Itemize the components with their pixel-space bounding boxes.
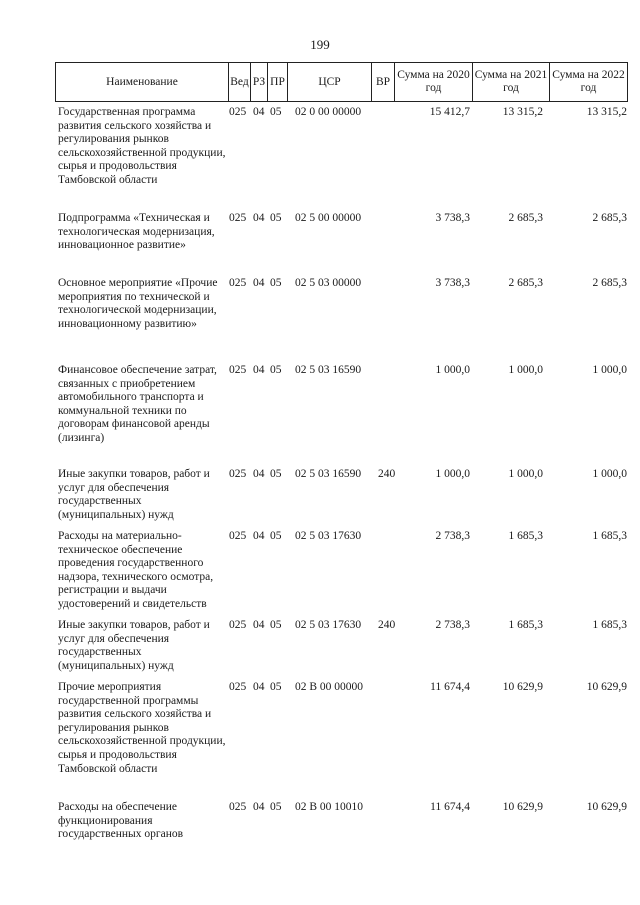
row-sum-2021: 2 685,3 bbox=[508, 212, 543, 224]
row-name: Расходы на материально-техническое обеспечение проведения государственного надзора, технического осмотра, регистрации и выдачи удостоверений и свидетельств bbox=[58, 530, 214, 610]
header-csr: ЦСР bbox=[287, 63, 371, 101]
row-name: Финансовое обеспечение затрат, связанных с приобретением автомобильного транспорта и коммунальной техники по договорам финансовой аренды (лизинга) bbox=[58, 364, 217, 444]
row-ved: 025 bbox=[229, 277, 247, 289]
row-name: Основное мероприятие «Прочие мероприятия по технической и технологической модернизации, инновационному развитию» bbox=[58, 277, 218, 330]
header-sum-2022: Сумма на 2022 год bbox=[549, 63, 627, 101]
row-csr: 02 5 03 17630 bbox=[295, 530, 362, 542]
row-sum-2020: 3 738,3 bbox=[435, 277, 470, 289]
row-ved: 025 bbox=[229, 801, 247, 813]
row-sum-2021: 1 000,0 bbox=[508, 468, 543, 480]
row-ved: 025 bbox=[229, 619, 247, 631]
row-rz: 04 bbox=[253, 468, 265, 480]
row-csr: 02 В 00 00000 bbox=[295, 681, 364, 693]
row-sum-2020: 3 738,3 bbox=[435, 212, 470, 224]
row-pr: 05 bbox=[270, 530, 282, 542]
row-name: Государственная программа развития сельского хозяйства и регулирования рынков сельскохозяйственной продукции, сырья и продовольствия Тамбовской области bbox=[58, 106, 226, 186]
row-sum-2022: 10 629,9 bbox=[586, 801, 627, 813]
row-sum-2020: 2 738,3 bbox=[435, 530, 470, 542]
row-sum-2022: 1 685,3 bbox=[592, 619, 627, 631]
row-pr: 05 bbox=[270, 468, 282, 480]
row-sum-2020: 11 674,4 bbox=[430, 801, 470, 813]
row-sum-2022: 1 000,0 bbox=[592, 364, 627, 376]
row-sum-2021: 10 629,9 bbox=[502, 801, 543, 813]
row-rz: 04 bbox=[253, 277, 265, 289]
row-sum-2021: 1 000,0 bbox=[508, 364, 543, 376]
header-vr: ВР bbox=[371, 63, 394, 101]
row-sum-2022: 13 315,2 bbox=[586, 106, 627, 118]
row-vr: 240 bbox=[378, 468, 396, 480]
row-sum-2020: 1 000,0 bbox=[435, 468, 470, 480]
row-sum-2020: 15 412,7 bbox=[429, 106, 470, 118]
row-rz: 04 bbox=[253, 801, 265, 813]
row-name: Иные закупки товаров, работ и услуг для обеспечения государственных (муниципальных) нужд bbox=[58, 619, 210, 672]
row-name: Расходы на обеспечение функционирования государственных органов bbox=[58, 801, 184, 841]
row-ved: 025 bbox=[229, 468, 247, 480]
row-sum-2020: 1 000,0 bbox=[435, 364, 470, 376]
row-csr: 02 5 03 00000 bbox=[295, 277, 362, 289]
row-sum-2022: 2 685,3 bbox=[592, 212, 627, 224]
row-sum-2022: 10 629,9 bbox=[586, 681, 627, 693]
row-ved: 025 bbox=[229, 681, 247, 693]
header-sum-2021: Сумма на 2021 год bbox=[472, 63, 549, 101]
row-sum-2022: 1 000,0 bbox=[592, 468, 627, 480]
row-csr: 02 5 03 16590 bbox=[295, 468, 362, 480]
row-rz: 04 bbox=[253, 364, 265, 376]
row-sum-2021: 1 685,3 bbox=[508, 530, 543, 542]
row-ved: 025 bbox=[229, 106, 247, 118]
row-pr: 05 bbox=[270, 106, 282, 118]
row-csr: 02 5 03 17630 bbox=[295, 619, 362, 631]
row-csr: 02 0 00 00000 bbox=[295, 106, 362, 118]
row-name: Подпрограмма «Техническая и технологическая модернизация, инновационное развитие» bbox=[58, 212, 215, 252]
row-sum-2021: 13 315,2 bbox=[502, 106, 543, 118]
row-rz: 04 bbox=[253, 106, 265, 118]
row-name: Иные закупки товаров, работ и услуг для обеспечения государственных (муниципальных) нужд bbox=[58, 468, 210, 521]
row-ved: 025 bbox=[229, 212, 247, 224]
row-rz: 04 bbox=[253, 619, 265, 631]
row-pr: 05 bbox=[270, 801, 282, 813]
row-name: Прочие мероприятия государственной программы развития сельского хозяйства и регулирования рынков сельскохозяйственной продукции, сырья и продовольствия Тамбовской области bbox=[58, 681, 226, 775]
header-pr: ПР bbox=[267, 63, 287, 101]
row-ved: 025 bbox=[229, 364, 247, 376]
row-csr: 02 5 00 00000 bbox=[295, 212, 362, 224]
header-sum-2020: Сумма на 2020 год bbox=[394, 63, 472, 101]
row-vr: 240 bbox=[378, 619, 396, 631]
row-rz: 04 bbox=[253, 681, 265, 693]
row-sum-2022: 1 685,3 bbox=[592, 530, 627, 542]
row-sum-2021: 2 685,3 bbox=[508, 277, 543, 289]
row-pr: 05 bbox=[270, 277, 282, 289]
table-header bbox=[55, 62, 628, 102]
row-csr: 02 В 00 10010 bbox=[295, 801, 364, 813]
row-rz: 04 bbox=[253, 530, 265, 542]
page-number: 199 bbox=[310, 37, 330, 52]
row-sum-2022: 2 685,3 bbox=[592, 277, 627, 289]
row-ved: 025 bbox=[229, 530, 247, 542]
row-rz: 04 bbox=[253, 212, 265, 224]
row-csr: 02 5 03 16590 bbox=[295, 364, 362, 376]
row-pr: 05 bbox=[270, 681, 282, 693]
header-rz: РЗ bbox=[250, 63, 267, 101]
header-name: Наименование bbox=[106, 75, 178, 88]
header-ved: Вед bbox=[228, 63, 250, 101]
row-sum-2021: 10 629,9 bbox=[502, 681, 543, 693]
row-pr: 05 bbox=[270, 212, 282, 224]
row-pr: 05 bbox=[270, 619, 282, 631]
row-sum-2021: 1 685,3 bbox=[508, 619, 543, 631]
row-pr: 05 bbox=[270, 364, 282, 376]
row-sum-2020: 2 738,3 bbox=[435, 619, 470, 631]
row-sum-2020: 11 674,4 bbox=[430, 681, 470, 693]
